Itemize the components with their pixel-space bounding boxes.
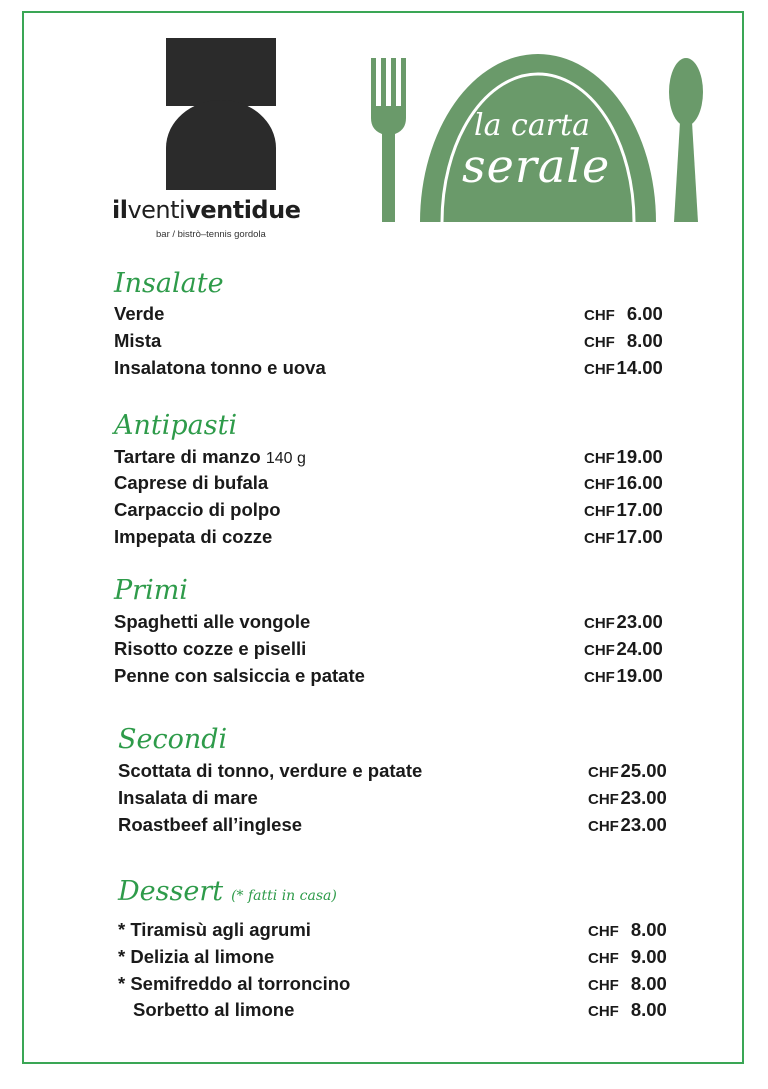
section-title-secondi: Secondi xyxy=(118,724,228,755)
menu-price: CHF23.00 xyxy=(584,611,663,632)
brand-name: ilventiventidue xyxy=(112,196,301,224)
menu-item: * Tiramisù agli agrumi xyxy=(118,919,311,940)
menu-item: Carpaccio di polpo xyxy=(114,499,281,520)
menu-item: Penne con salsiccia e patate xyxy=(114,665,365,686)
menu-price: CHF 8.00 xyxy=(588,999,667,1020)
menu-item: Mista xyxy=(114,330,162,351)
section-title-antipasti: Antipasti xyxy=(114,410,238,441)
menu-price: CHF23.00 xyxy=(588,814,667,835)
menu-item: Risotto cozze e piselli xyxy=(114,638,307,659)
menu-item: * Semifreddo al torroncino xyxy=(118,973,351,994)
menu-price: CHF19.00 xyxy=(584,665,663,686)
menu-price: CHF 8.00 xyxy=(584,330,663,351)
menu-price: CHF23.00 xyxy=(588,787,667,808)
menu-price: CHF 9.00 xyxy=(588,946,667,967)
section-title-primi: Primi xyxy=(114,575,188,606)
menu-price: CHF17.00 xyxy=(584,499,663,520)
menu-price: CHF 8.00 xyxy=(588,919,667,940)
menu-item: Roastbeef all’inglese xyxy=(118,814,303,835)
menu-price: CHF 8.00 xyxy=(588,973,667,994)
header-line-2: serale xyxy=(462,139,611,193)
section-title-insalate: Insalate xyxy=(114,268,224,299)
menu-price: CHF19.00 xyxy=(584,446,663,467)
menu-item: Scottata di tonno, verdure e patate xyxy=(118,760,423,781)
menu-price: CHF14.00 xyxy=(584,357,663,378)
menu-price: CHF16.00 xyxy=(584,472,663,493)
menu-item: * Delizia al limone xyxy=(118,946,275,967)
restaurant-logo-icon xyxy=(166,38,276,190)
brand-tagline: bar / bistrò–tennis gordola xyxy=(156,229,266,240)
section-title-dessert: Dessert (* fatti in casa) xyxy=(118,876,337,907)
menu-price: CHF 6.00 xyxy=(584,303,663,324)
menu-item: Insalata di mare xyxy=(118,787,258,808)
menu-item: Impepata di cozze xyxy=(114,526,273,547)
menu-price: CHF25.00 xyxy=(588,760,667,781)
dessert-note: (* fatti in casa) xyxy=(231,888,337,904)
menu-item: Sorbetto al limone xyxy=(133,999,295,1020)
menu-item: Tartare di manzo 140 g xyxy=(114,446,306,467)
menu-item: Insalatona tonno e uova xyxy=(114,357,326,378)
menu-price: CHF17.00 xyxy=(584,526,663,547)
menu-item: Caprese di bufala xyxy=(114,472,269,493)
menu-item: Spaghetti alle vongole xyxy=(114,611,311,632)
header-line-1: la carta xyxy=(474,108,590,143)
menu-item: Verde xyxy=(114,303,165,324)
menu-price: CHF24.00 xyxy=(584,638,663,659)
